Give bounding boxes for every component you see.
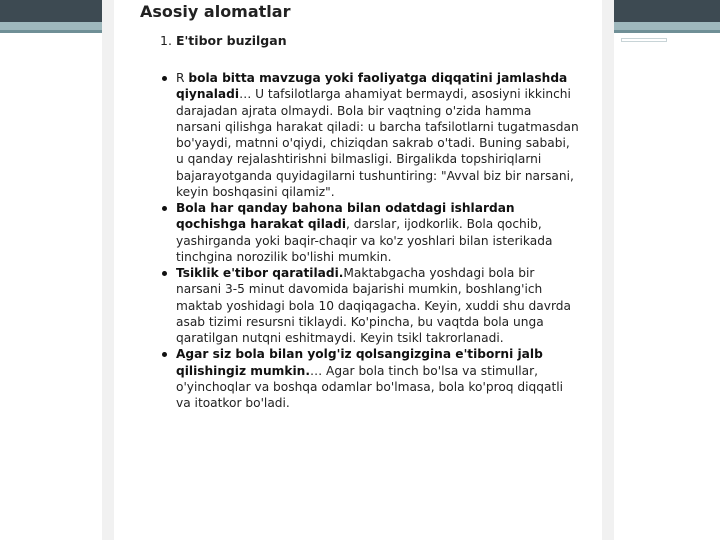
slide-stripe-right-dark [606,30,720,33]
section-title: E'tibor buzilgan [175,33,287,48]
page-title: Asosiy alomatlar [140,2,291,21]
item-bold-text: Tsiklik e'tibor qaratiladi. [176,266,344,280]
slide-accent-line [622,39,666,41]
slide-stripe-left-dark [0,30,110,33]
item-text: Maktabgacha yoshdagi bola bir narsani 3-5 minut davomida bajarishi mumkin, boshlang'ich maktab yoshidagi bola 10 daqiqagacha. Keyin, xuddi shu davrda asab tizimi resursni tiklaydi. Ko'pincha, bu vaqtda bola unga qaratilgan nutqni eshitmaydi. Keyin tsikl takrorlanadi. [176,266,571,345]
bullet-icon [162,206,167,211]
bullet-icon [162,76,167,81]
list-item [160,70,580,200]
item-prefix: R [176,71,189,85]
item-text: … Agar bola tinch bo'lsa va stimullar, o'yinchoqlar va boshqa odamlar bo'lmasa, bola ko'proq diqqatli va itoatkor bo'ladi. [176,363,564,410]
slide-stripe-left [0,22,110,30]
item-bold-text: Bola har qanday bahona bilan odatdagi ishlardan qochishga harakat qiladi [176,201,515,232]
list-item [160,200,580,265]
item-bold-text: bola bitta mavzuga yoki faoliyatga diqqatini jamlashda qiynaladi [176,71,568,102]
symptom-list [160,70,580,411]
section-heading [160,33,287,48]
item-text: … U tafsilotlarga ahamiyat bermaydi, asosiyni ikkinchi darajadan ajrata olmaydi. Bola bir vaqtning o'zida hamma narsani qilishga harakat qiladi: u barcha tafsilotlarni tugatmasdan bo'yaydi, matnni o'qiydi, chiziqdan sakrab o'tadi. Buning sababi, u qanday rejalashtirishni bilmasligi. Birgalikda topshiriqlarni bajarayotganda quyidagilarni tushuntiring: "Avval biz bir narsani, keyin boshqasini qilamiz". [176,87,579,199]
slide-stripe-right [606,22,720,30]
item-text: , darslar, ijodkorlik. Bola qochib, yashirganda yoki baqir-chaqir va ko'z yoshlari bilan isterikada tinchgina norozilik bo'lishi mumkin. [176,217,553,264]
item-bold-text: Agar siz bola bilan yolg'iz qolsangizgina e'tiborni jalb qilishingiz mumkin. [176,347,543,378]
section-number: 1. [160,33,172,48]
bullet-icon [162,352,167,357]
bullet-icon [162,271,167,276]
list-item [160,265,580,346]
list-item [160,346,580,411]
